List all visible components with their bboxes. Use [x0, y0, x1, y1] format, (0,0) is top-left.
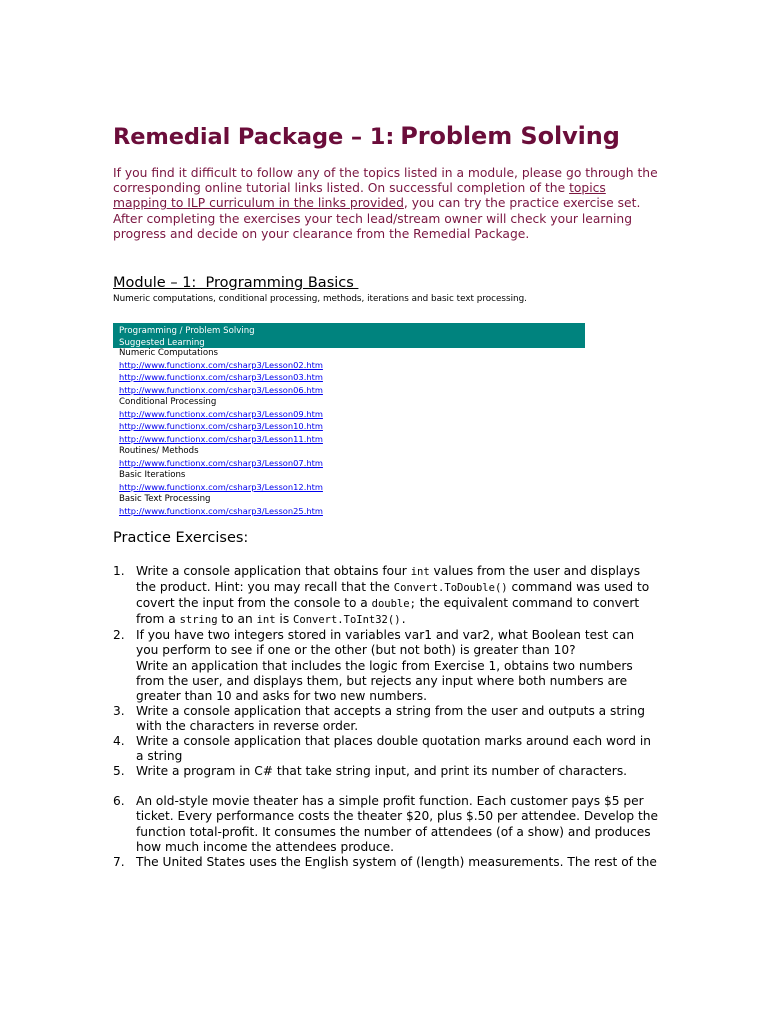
- ex3-text: Write a console application that accepts a string from the user and outputs a string with the characters in reverse order.: [136, 703, 645, 733]
- exercise-number: 1.: [113, 564, 125, 578]
- module-heading: Module – 1: Programming Basics: [113, 275, 359, 291]
- table-row-label: [113, 446, 585, 458]
- ex2-question: If you have two integers stored in variables var1 and var2, what Boolean test can you perform to see if one or the other (but not both) is greater than 10?: [136, 628, 635, 658]
- table-row-label: [113, 397, 585, 409]
- exercise-item: [113, 764, 658, 779]
- ex1-code: double;: [371, 598, 416, 611]
- ex1-text: Write a console application that obtains four: [136, 564, 411, 578]
- exercise-item: [113, 855, 658, 870]
- ex1-code: int: [256, 614, 276, 627]
- ex1-code: string: [179, 614, 218, 627]
- tutorial-link[interactable]: http://www.functionx.com/csharp3/Lesson25.htm: [119, 505, 323, 516]
- table-row-link: [113, 372, 585, 385]
- ex5-text: Write a program in C# that take string input, and print its number of characters.: [136, 764, 628, 779]
- tutorial-link[interactable]: http://www.functionx.com/csharp3/Lesson07.htm: [119, 457, 323, 468]
- ex1-text: to an: [217, 612, 257, 627]
- exercise-item: [113, 628, 658, 703]
- exercise-number: 6.: [113, 794, 125, 809]
- suggested-learning-table: [113, 323, 585, 518]
- topic-label: Numeric Computations: [119, 348, 219, 358]
- practice-heading: Practice Exercises:: [113, 530, 249, 546]
- table-row-link: [113, 385, 585, 398]
- exercise-item: [113, 734, 658, 764]
- ex1-code: Convert.ToDouble(): [393, 582, 508, 595]
- table-row-link: [113, 506, 585, 519]
- topic-label: Basic Text Processing: [119, 494, 211, 504]
- page-title: [113, 122, 620, 150]
- ex4-text: Write a console application that places double quotation marks around each word in a string: [136, 734, 651, 764]
- table-row-link: [113, 482, 585, 495]
- exercise-list: [113, 564, 658, 870]
- table-row-label: [113, 470, 585, 482]
- table-row-link: [113, 434, 585, 447]
- ex1-text: values from the user and displays the product. Hint: you may recall that the: [136, 564, 641, 595]
- ex1-text: the equivalent command to convert from a: [136, 596, 640, 627]
- table-header-subtitle: Suggested Learning: [119, 337, 205, 348]
- table-header-title: Programming / Problem Solving: [119, 326, 255, 336]
- exercise-item: [113, 704, 658, 734]
- tutorial-link[interactable]: http://www.functionx.com/csharp3/Lesson02.htm: [119, 359, 323, 370]
- exercise-number: 5.: [113, 764, 125, 779]
- table-row-link: [113, 458, 585, 471]
- topic-label: Conditional Processing: [119, 397, 217, 407]
- ex1-code: Convert.ToInt32().: [293, 614, 407, 627]
- title-part1: Remedial Package – 1:: [113, 124, 395, 150]
- ex2-task: Write an application that includes the logic from Exercise 1, obtains two numbers from the user, and displays them, but rejects any input where both numbers are greater than 10 and asks for two new numbers.: [136, 658, 633, 703]
- exercise-item: [113, 564, 658, 628]
- module-description: Numeric computations, conditional processing, methods, iterations and basic text processing.: [113, 294, 527, 304]
- tutorial-link[interactable]: http://www.functionx.com/csharp3/Lesson06.htm: [119, 384, 323, 395]
- topic-label: Routines/ Methods: [119, 446, 199, 456]
- tutorial-link[interactable]: http://www.functionx.com/csharp3/Lesson11.htm: [119, 433, 323, 444]
- exercise-number: 7.: [113, 854, 125, 869]
- tutorial-link[interactable]: http://www.functionx.com/csharp3/Lesson12.htm: [119, 481, 323, 492]
- ex1-code: int: [410, 566, 430, 578]
- tutorial-link[interactable]: http://www.functionx.com/csharp3/Lesson03.htm: [119, 372, 323, 382]
- title-part2: Problem Solving: [400, 122, 620, 150]
- ex1-text: is: [275, 612, 294, 627]
- exercise-number: 3.: [113, 703, 125, 718]
- ex6-text: An old-style movie theater has a simple profit function. Each customer pays $5 per ticket. Every performance costs the theater $20, plus $.50 per attendee. Develop the function total-profit. It consumes the number of attendees (of a show) and produces how much income the attendees produce.: [136, 794, 658, 854]
- table-row-label: [113, 348, 585, 360]
- exercise-item: [113, 794, 658, 854]
- tutorial-link[interactable]: http://www.functionx.com/csharp3/Lesson10.htm: [119, 421, 323, 431]
- intro-text-after: , you can try the practice exercise set. After completing the exercises your tech lead/stream owner will check your learning progress and decide on your clearance from the Remedial Package.: [113, 196, 641, 241]
- topics-mapping-link[interactable]: topics mapping to ILP curriculum in the links provided: [113, 181, 606, 211]
- exercise-number: 4.: [113, 734, 125, 749]
- table-row-link: [113, 421, 585, 434]
- table-row-label: [113, 494, 585, 506]
- intro-text-before: If you find it difficult to follow any of the topics listed in a module, please go through the corresponding online tutorial links listed. On successful completion of the: [113, 166, 658, 196]
- ex1-text: command was used to covert the input from the console to a: [136, 580, 650, 611]
- intro-paragraph: [113, 166, 658, 242]
- ex7-text: The United States uses the English system of (length) measurements. The rest of the: [136, 854, 657, 869]
- topic-label: Basic Iterations: [119, 470, 186, 480]
- table-header: [113, 323, 585, 348]
- exercise-number: 2.: [113, 628, 125, 643]
- tutorial-link[interactable]: http://www.functionx.com/csharp3/Lesson09.htm: [119, 408, 323, 419]
- table-row-link: [113, 409, 585, 422]
- table-row-link: [113, 360, 585, 373]
- table-rows: [113, 348, 585, 518]
